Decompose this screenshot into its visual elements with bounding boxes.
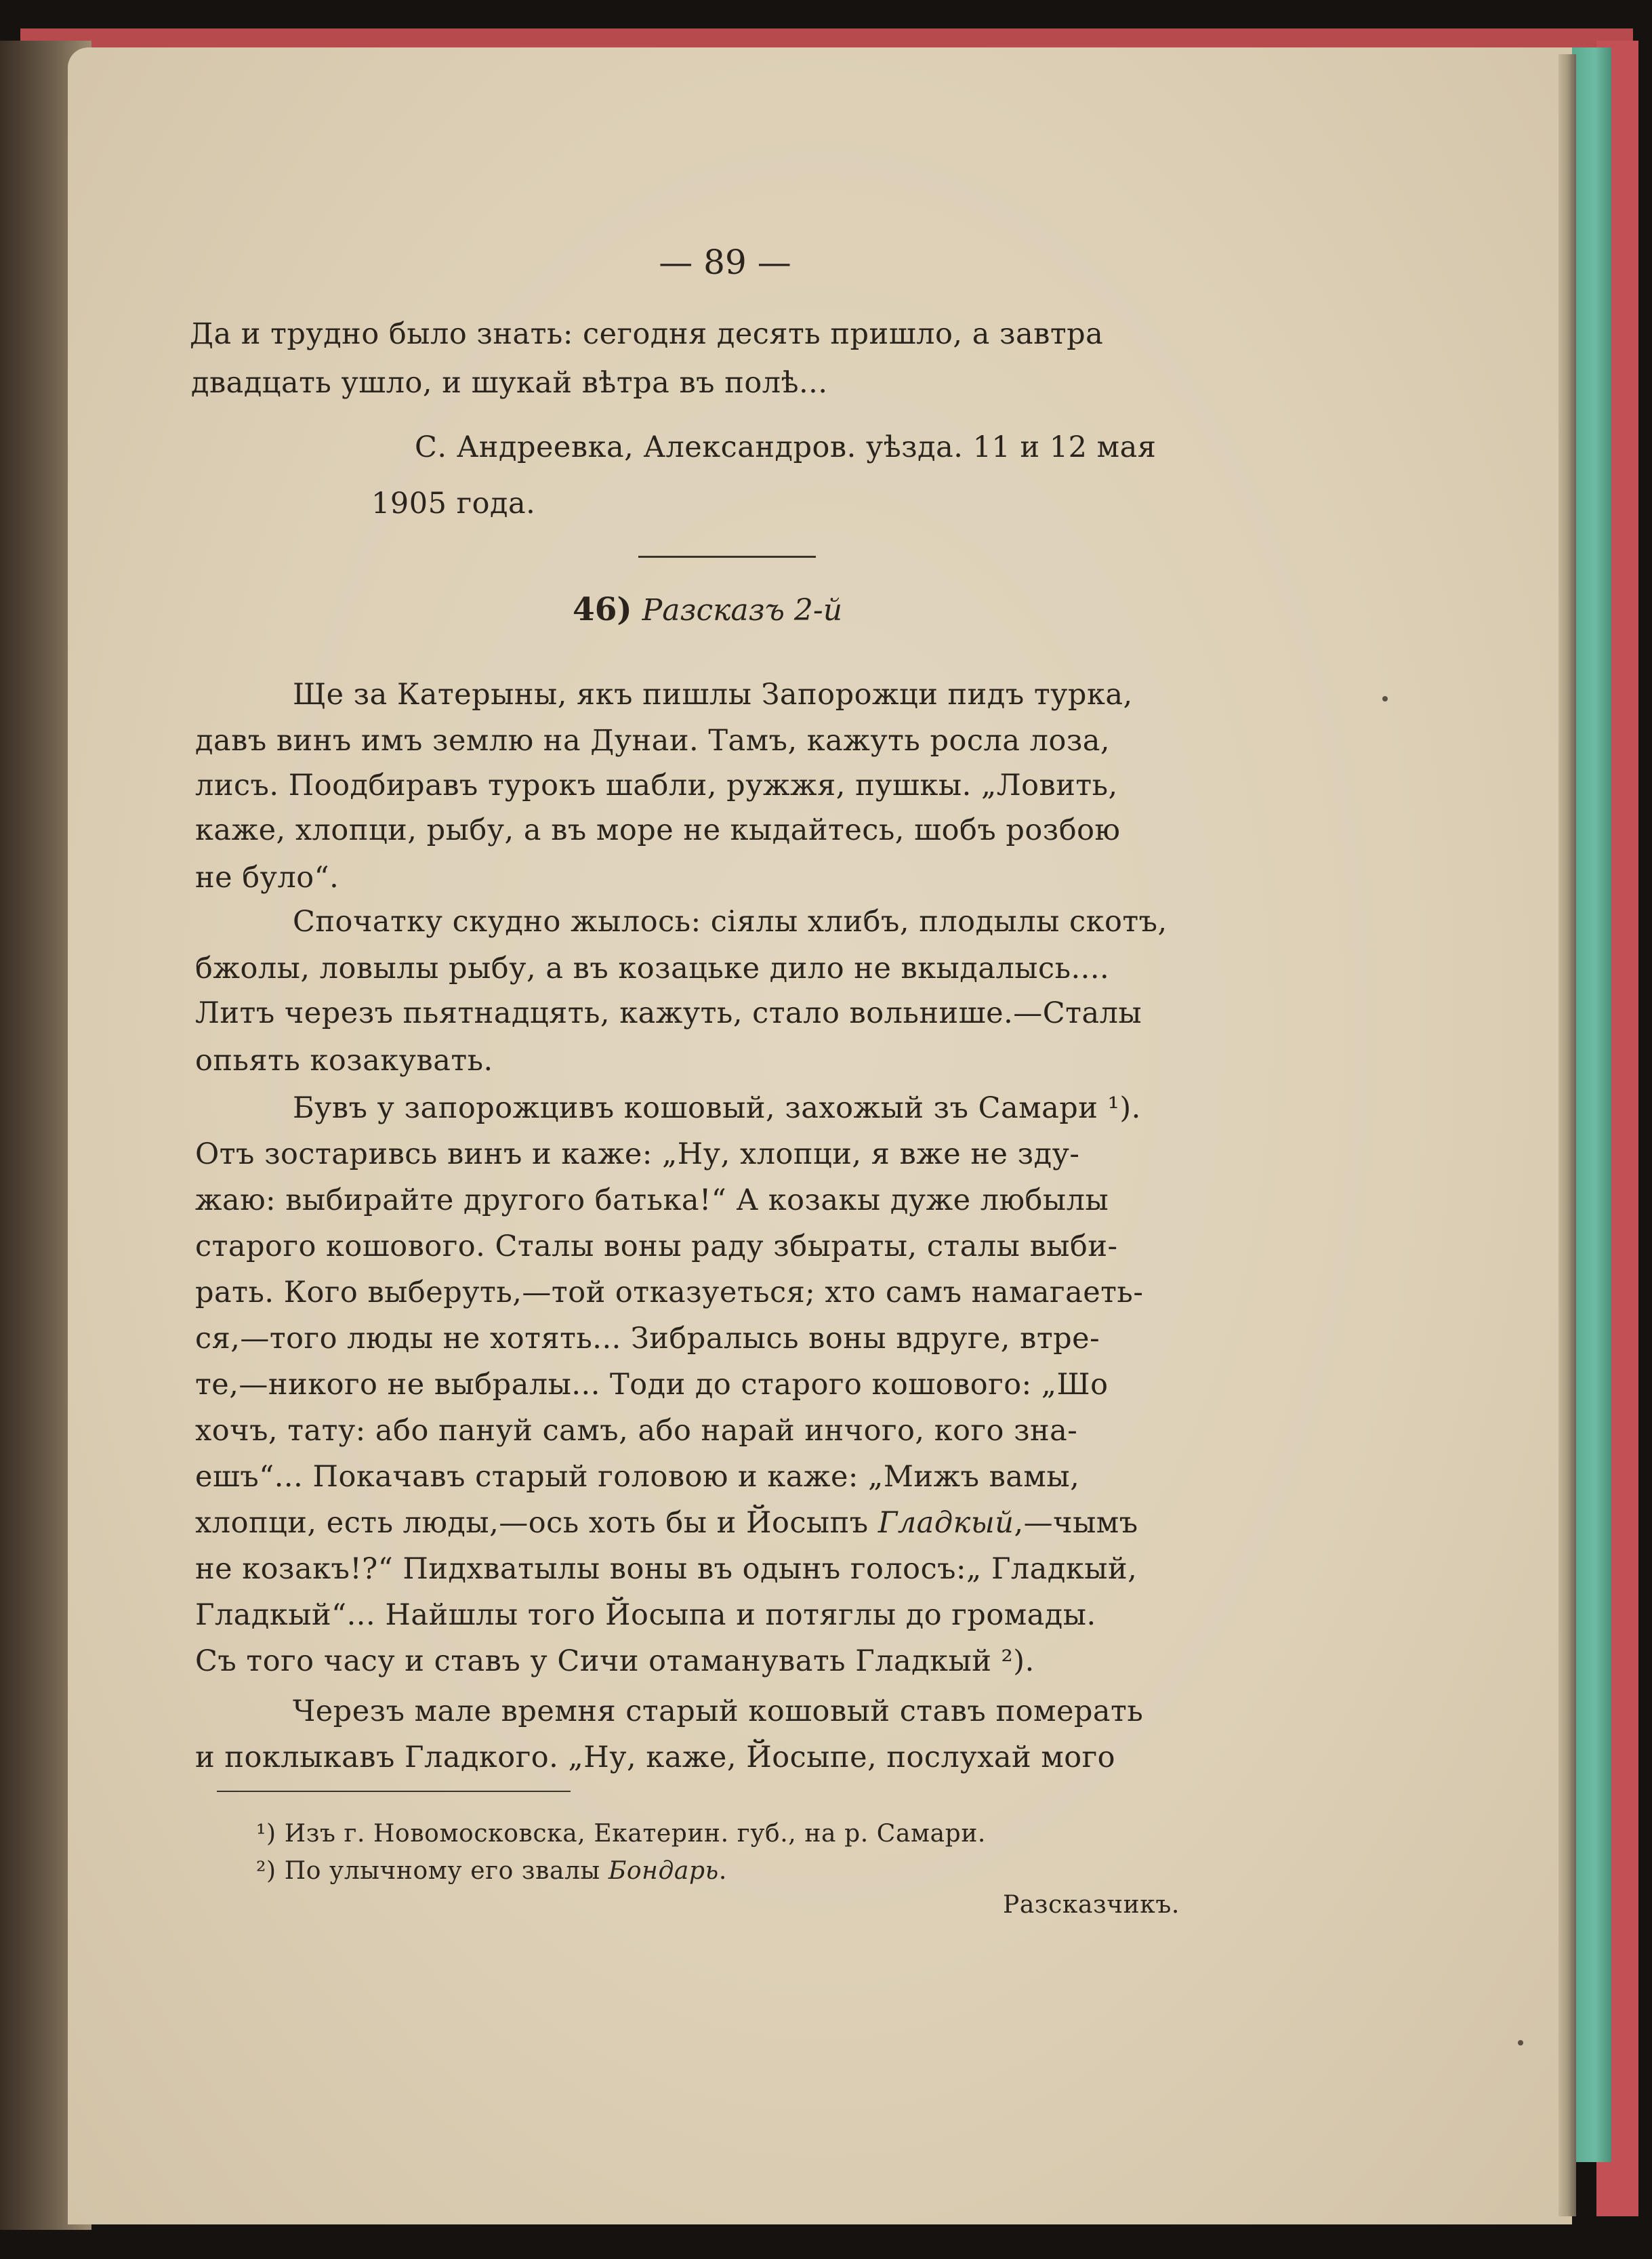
paper-speck (1382, 696, 1388, 701)
footnote-divider (217, 1791, 571, 1792)
section-divider (638, 556, 816, 558)
footnote: ¹) Изъ г. Новомосковска, Екатерин. губ., на р. Самари. (256, 1820, 986, 1848)
page-edge-shadow (1558, 54, 1576, 2216)
footnote: ²) По улычному его звалы Бондарь. (256, 1857, 727, 1885)
story-number: 46) (573, 591, 632, 628)
page-number: — 89 — (659, 243, 791, 282)
page-stack-edge (1571, 47, 1611, 2162)
narrator-signature: Разсказчикъ. (1003, 1891, 1180, 1919)
story-title: Разсказъ 2-й (642, 593, 843, 628)
scanned-book-page: — 89 — Да и трудно было знать: сегодня десять пришло, а завтра двадцать ушло, и шукай вѣтра въ полѣ... С. Андреевка, Александров. уѣзда. 11 и 12 мая 1905 года. 46) Разсказъ 2-й Ще за Катерыны, якъ пишлы Запорожци пидъ турка, давъ винъ имъ землю на Дунаи. Тамъ, кажуть росла лоза, лисъ. Поодбиравъ турокъ шабли, ружжя, пушкы. „Ловить, каже, хлопци, рыбу, а въ море не кыдайтесь, шобъ розбою не було“. Спочатку скудно жылось: сіялы хлибъ, плодылы скотъ, бжолы, ловылы рыбу, а въ козацьке дило не вкыдалысь.... Литъ черезъ пьятнадцять, кажуть, стало вольнише.—Сталы опьять козакувать. Бувъ у запорожцивъ кошовый, захожый зъ Самари ¹). Отъ зостаривсь винъ и каже: „Ну, хлопци, я вже не зду- жаю: выбирайте другого батька!“ А козакы дуже любылы старого кошового. Сталы воны раду збыраты, сталы выби- рать. Кого выберуть,—той отказуеться; хто самъ намагаеть- ся,—того люды не хотять... Зибралысь воны вдруге, втре- те,—никого не выбралы... Тоди до старого кошового: „Шо хочъ, тату: або пануй самъ, або нарай инчого, кого зна- ешъ“... Покачавъ старый головою и каже: „Мижъ вамы, хлопци, есть люды,—ось хоть бы и Йосыпъ Гладкый,—чымъ не козакъ!?“ Пидхватылы воны въ одынъ голосъ:„ Гладкый, Гладкый“... Найшлы того Йосыпа и потяглы до громады. Съ того часу и ставъ у Сичи отаманувать Гладкый ²). Черезъ мале времня старый кошовый ставъ померать и поклыкавъ Гладкого. „Ну, каже, Йосыпе, послухай мого ¹) Изъ г. Новомосковска, Екатерин. губ., на р. Самари. ²) По улычному его звалы Бондарь. Разсказчикъ. (0, 0, 1652, 2259)
story-heading (573, 591, 842, 628)
paper-speck (1518, 2040, 1523, 2046)
